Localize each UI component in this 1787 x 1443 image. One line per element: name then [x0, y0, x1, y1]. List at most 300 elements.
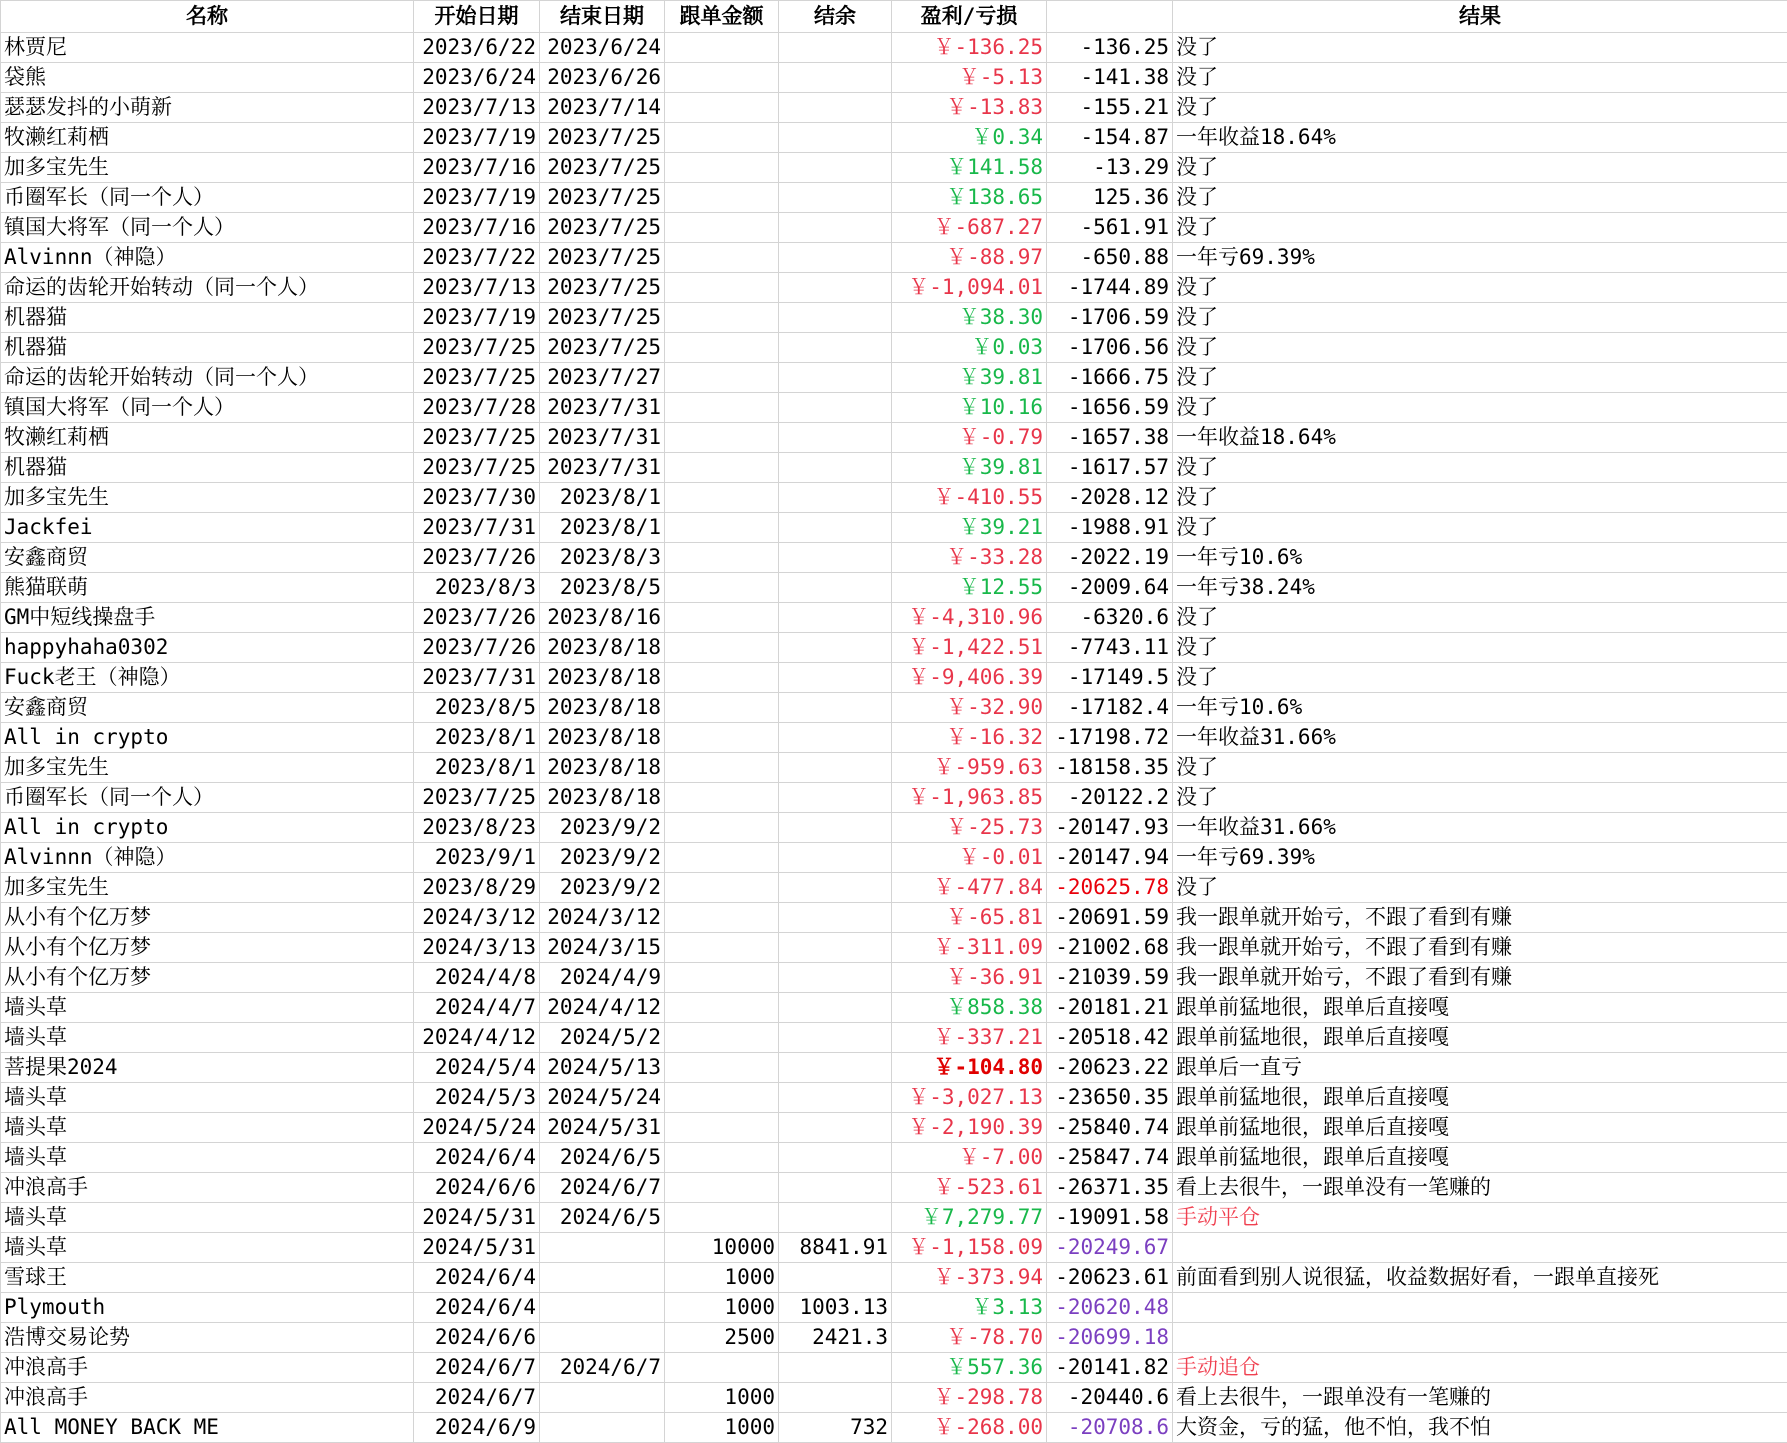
- cell-balance[interactable]: [779, 183, 892, 213]
- cell-balance[interactable]: [779, 333, 892, 363]
- cell-start-date[interactable]: 2023/8/5: [414, 693, 540, 723]
- cell-balance[interactable]: [779, 213, 892, 243]
- cell-follow-amount[interactable]: [665, 273, 779, 303]
- cell-start-date[interactable]: 2023/7/16: [414, 153, 540, 183]
- cell-result[interactable]: [1173, 1233, 1787, 1263]
- cell-start-date[interactable]: 2024/3/12: [414, 903, 540, 933]
- cell-result[interactable]: 看上去很牛，一跟单没有一笔赚的: [1173, 1173, 1787, 1203]
- cell-follow-amount[interactable]: [665, 693, 779, 723]
- cell-cumulative[interactable]: -1656.59: [1047, 393, 1173, 423]
- cell-profit-loss[interactable]: ￥7,279.77: [892, 1203, 1047, 1233]
- cell-profit-loss[interactable]: ￥39.81: [892, 453, 1047, 483]
- cell-follow-amount[interactable]: [665, 63, 779, 93]
- cell-balance[interactable]: [779, 573, 892, 603]
- cell-cumulative[interactable]: -20623.22: [1047, 1053, 1173, 1083]
- cell-follow-amount[interactable]: [665, 123, 779, 153]
- cell-result[interactable]: 没了: [1173, 393, 1787, 423]
- cell-name[interactable]: GM中短线操盘手: [1, 603, 414, 633]
- cell-result[interactable]: 没了: [1173, 783, 1787, 813]
- cell-follow-amount[interactable]: [665, 663, 779, 693]
- cell-profit-loss[interactable]: ￥-5.13: [892, 63, 1047, 93]
- cell-end-date[interactable]: 2024/5/2: [540, 1023, 665, 1053]
- cell-balance[interactable]: [779, 63, 892, 93]
- cell-end-date[interactable]: [540, 1383, 665, 1413]
- cell-cumulative[interactable]: -20147.93: [1047, 813, 1173, 843]
- cell-result[interactable]: 一年亏69.39%: [1173, 243, 1787, 273]
- cell-name[interactable]: 从小有个亿万梦: [1, 963, 414, 993]
- cell-follow-amount[interactable]: [665, 93, 779, 123]
- cell-follow-amount[interactable]: [665, 33, 779, 63]
- cell-cumulative[interactable]: -23650.35: [1047, 1083, 1173, 1113]
- cell-start-date[interactable]: 2024/4/8: [414, 963, 540, 993]
- cell-profit-loss[interactable]: ￥-3,027.13: [892, 1083, 1047, 1113]
- cell-profit-loss[interactable]: ￥38.30: [892, 303, 1047, 333]
- cell-start-date[interactable]: 2023/7/19: [414, 303, 540, 333]
- cell-result[interactable]: 没了: [1173, 153, 1787, 183]
- cell-balance[interactable]: [779, 693, 892, 723]
- cell-result[interactable]: 没了: [1173, 363, 1787, 393]
- cell-end-date[interactable]: 2023/7/25: [540, 153, 665, 183]
- cell-cumulative[interactable]: -650.88: [1047, 243, 1173, 273]
- cell-cumulative[interactable]: -21039.59: [1047, 963, 1173, 993]
- cell-end-date[interactable]: 2024/3/15: [540, 933, 665, 963]
- cell-result[interactable]: [1173, 1293, 1787, 1323]
- cell-balance[interactable]: [779, 1143, 892, 1173]
- cell-start-date[interactable]: 2023/7/26: [414, 603, 540, 633]
- cell-cumulative[interactable]: -20708.6: [1047, 1413, 1173, 1443]
- cell-start-date[interactable]: 2023/7/25: [414, 453, 540, 483]
- cell-result[interactable]: 没了: [1173, 303, 1787, 333]
- cell-result[interactable]: 跟单前猛地很，跟单后直接嘎: [1173, 1113, 1787, 1143]
- cell-name[interactable]: All in crypto: [1, 813, 414, 843]
- cell-result[interactable]: 没了: [1173, 663, 1787, 693]
- cell-cumulative[interactable]: -141.38: [1047, 63, 1173, 93]
- cell-start-date[interactable]: 2023/7/25: [414, 333, 540, 363]
- cell-result[interactable]: 没了: [1173, 753, 1787, 783]
- cell-start-date[interactable]: 2024/5/4: [414, 1053, 540, 1083]
- cell-follow-amount[interactable]: [665, 1143, 779, 1173]
- cell-cumulative[interactable]: -17182.4: [1047, 693, 1173, 723]
- cell-profit-loss[interactable]: ￥858.38: [892, 993, 1047, 1023]
- cell-cumulative[interactable]: -20440.6: [1047, 1383, 1173, 1413]
- cell-balance[interactable]: [779, 393, 892, 423]
- cell-name[interactable]: 安鑫商贸: [1, 693, 414, 723]
- cell-start-date[interactable]: 2024/6/6: [414, 1173, 540, 1203]
- cell-start-date[interactable]: 2024/5/31: [414, 1233, 540, 1263]
- cell-name[interactable]: 瑟瑟发抖的小萌新: [1, 93, 414, 123]
- cell-name[interactable]: 牧濑红莉栖: [1, 423, 414, 453]
- cell-start-date[interactable]: 2023/7/16: [414, 213, 540, 243]
- cell-name[interactable]: Plymouth: [1, 1293, 414, 1323]
- cell-follow-amount[interactable]: 10000: [665, 1233, 779, 1263]
- cell-end-date[interactable]: 2023/7/25: [540, 183, 665, 213]
- cell-end-date[interactable]: 2023/8/16: [540, 603, 665, 633]
- cell-profit-loss[interactable]: ￥-1,094.01: [892, 273, 1047, 303]
- cell-name[interactable]: 雪球王: [1, 1263, 414, 1293]
- cell-start-date[interactable]: 2024/4/12: [414, 1023, 540, 1053]
- cell-balance[interactable]: [779, 663, 892, 693]
- cell-name[interactable]: 命运的齿轮开始转动（同一个人）: [1, 363, 414, 393]
- cell-balance[interactable]: [779, 993, 892, 1023]
- cell-cumulative[interactable]: -20625.78: [1047, 873, 1173, 903]
- cell-name[interactable]: 墙头草: [1, 1143, 414, 1173]
- cell-name[interactable]: 墙头草: [1, 1113, 414, 1143]
- cell-result[interactable]: 我一跟单就开始亏，不跟了看到有赚: [1173, 963, 1787, 993]
- header-start-date[interactable]: 开始日期: [414, 1, 540, 33]
- cell-end-date[interactable]: [540, 1413, 665, 1443]
- cell-result[interactable]: 一年收益31.66%: [1173, 813, 1787, 843]
- cell-name[interactable]: happyhaha0302: [1, 633, 414, 663]
- cell-start-date[interactable]: 2023/7/25: [414, 783, 540, 813]
- cell-cumulative[interactable]: -2028.12: [1047, 483, 1173, 513]
- cell-profit-loss[interactable]: ￥-268.00: [892, 1413, 1047, 1443]
- cell-profit-loss[interactable]: ￥-337.21: [892, 1023, 1047, 1053]
- cell-end-date[interactable]: 2024/6/7: [540, 1173, 665, 1203]
- cell-start-date[interactable]: 2024/6/4: [414, 1263, 540, 1293]
- cell-follow-amount[interactable]: [665, 303, 779, 333]
- cell-profit-loss[interactable]: ￥-0.01: [892, 843, 1047, 873]
- cell-name[interactable]: 熊猫联萌: [1, 573, 414, 603]
- cell-name[interactable]: 冲浪高手: [1, 1383, 414, 1413]
- cell-follow-amount[interactable]: [665, 753, 779, 783]
- cell-cumulative[interactable]: -20181.21: [1047, 993, 1173, 1023]
- cell-balance[interactable]: 1003.13: [779, 1293, 892, 1323]
- cell-balance[interactable]: [779, 933, 892, 963]
- cell-follow-amount[interactable]: [665, 1053, 779, 1083]
- cell-profit-loss[interactable]: ￥3.13: [892, 1293, 1047, 1323]
- cell-follow-amount[interactable]: [665, 153, 779, 183]
- cell-cumulative[interactable]: -1666.75: [1047, 363, 1173, 393]
- cell-balance[interactable]: [779, 1023, 892, 1053]
- cell-follow-amount[interactable]: 1000: [665, 1383, 779, 1413]
- cell-balance[interactable]: [779, 153, 892, 183]
- cell-profit-loss[interactable]: ￥-298.78: [892, 1383, 1047, 1413]
- cell-profit-loss[interactable]: ￥-104.80: [892, 1053, 1047, 1083]
- cell-name[interactable]: 安鑫商贸: [1, 543, 414, 573]
- cell-start-date[interactable]: 2023/7/26: [414, 633, 540, 663]
- cell-result[interactable]: 没了: [1173, 453, 1787, 483]
- cell-result[interactable]: 手动追仓: [1173, 1353, 1787, 1383]
- cell-end-date[interactable]: 2023/7/25: [540, 273, 665, 303]
- cell-profit-loss[interactable]: ￥-136.25: [892, 33, 1047, 63]
- cell-start-date[interactable]: 2024/6/6: [414, 1323, 540, 1353]
- cell-follow-amount[interactable]: [665, 423, 779, 453]
- cell-follow-amount[interactable]: [665, 843, 779, 873]
- cell-profit-loss[interactable]: ￥138.65: [892, 183, 1047, 213]
- cell-name[interactable]: 加多宝先生: [1, 483, 414, 513]
- cell-cumulative[interactable]: -1706.56: [1047, 333, 1173, 363]
- cell-cumulative[interactable]: -19091.58: [1047, 1203, 1173, 1233]
- cell-result[interactable]: 一年亏69.39%: [1173, 843, 1787, 873]
- cell-profit-loss[interactable]: ￥39.81: [892, 363, 1047, 393]
- cell-cumulative[interactable]: -20620.48: [1047, 1293, 1173, 1323]
- cell-start-date[interactable]: 2024/3/13: [414, 933, 540, 963]
- cell-result[interactable]: 一年亏10.6%: [1173, 693, 1787, 723]
- cell-profit-loss[interactable]: ￥-1,158.09: [892, 1233, 1047, 1263]
- cell-end-date[interactable]: 2023/8/5: [540, 573, 665, 603]
- cell-follow-amount[interactable]: 1000: [665, 1263, 779, 1293]
- cell-end-date[interactable]: 2023/7/31: [540, 393, 665, 423]
- cell-follow-amount[interactable]: [665, 573, 779, 603]
- cell-end-date[interactable]: 2023/7/25: [540, 213, 665, 243]
- header-balance[interactable]: 结余: [779, 1, 892, 33]
- cell-result[interactable]: 一年亏38.24%: [1173, 573, 1787, 603]
- cell-cumulative[interactable]: -20249.67: [1047, 1233, 1173, 1263]
- cell-profit-loss[interactable]: ￥-2,190.39: [892, 1113, 1047, 1143]
- cell-end-date[interactable]: 2023/7/25: [540, 333, 665, 363]
- cell-end-date[interactable]: 2023/8/1: [540, 483, 665, 513]
- cell-cumulative[interactable]: -13.29: [1047, 153, 1173, 183]
- cell-cumulative[interactable]: -25840.74: [1047, 1113, 1173, 1143]
- cell-cumulative[interactable]: -1617.57: [1047, 453, 1173, 483]
- header-follow-amount[interactable]: 跟单金额: [665, 1, 779, 33]
- cell-start-date[interactable]: 2023/8/29: [414, 873, 540, 903]
- cell-start-date[interactable]: 2023/8/1: [414, 753, 540, 783]
- cell-cumulative[interactable]: -20518.42: [1047, 1023, 1173, 1053]
- cell-start-date[interactable]: 2024/6/7: [414, 1353, 540, 1383]
- cell-follow-amount[interactable]: 1000: [665, 1293, 779, 1323]
- cell-result[interactable]: 我一跟单就开始亏，不跟了看到有赚: [1173, 933, 1787, 963]
- cell-result[interactable]: [1173, 1323, 1787, 1353]
- cell-follow-amount[interactable]: [665, 813, 779, 843]
- cell-profit-loss[interactable]: ￥-311.09: [892, 933, 1047, 963]
- cell-balance[interactable]: [779, 1083, 892, 1113]
- cell-end-date[interactable]: 2024/5/31: [540, 1113, 665, 1143]
- cell-result[interactable]: 没了: [1173, 633, 1787, 663]
- cell-result[interactable]: 没了: [1173, 183, 1787, 213]
- cell-balance[interactable]: 2421.3: [779, 1323, 892, 1353]
- cell-balance[interactable]: [779, 1203, 892, 1233]
- cell-name[interactable]: All MONEY BACK ME: [1, 1413, 414, 1443]
- cell-profit-loss[interactable]: ￥-25.73: [892, 813, 1047, 843]
- cell-name[interactable]: 机器猫: [1, 333, 414, 363]
- cell-follow-amount[interactable]: [665, 513, 779, 543]
- header-profit-loss[interactable]: 盈利/亏损: [892, 1, 1047, 33]
- cell-result[interactable]: 大资金，亏的猛，他不怕，我不怕: [1173, 1413, 1787, 1443]
- cell-profit-loss[interactable]: ￥-65.81: [892, 903, 1047, 933]
- cell-result[interactable]: 没了: [1173, 873, 1787, 903]
- cell-end-date[interactable]: 2024/3/12: [540, 903, 665, 933]
- cell-result[interactable]: 手动平仓: [1173, 1203, 1787, 1233]
- cell-result[interactable]: 跟单前猛地很，跟单后直接嘎: [1173, 1143, 1787, 1173]
- cell-end-date[interactable]: 2024/4/9: [540, 963, 665, 993]
- cell-start-date[interactable]: 2023/7/13: [414, 273, 540, 303]
- cell-follow-amount[interactable]: [665, 933, 779, 963]
- cell-balance[interactable]: [779, 363, 892, 393]
- cell-end-date[interactable]: 2023/8/18: [540, 723, 665, 753]
- cell-name[interactable]: 浩博交易论势: [1, 1323, 414, 1353]
- cell-profit-loss[interactable]: ￥-36.91: [892, 963, 1047, 993]
- cell-name[interactable]: 加多宝先生: [1, 873, 414, 903]
- cell-end-date[interactable]: [540, 1233, 665, 1263]
- cell-name[interactable]: 币圈军长（同一个人）: [1, 783, 414, 813]
- cell-balance[interactable]: [779, 783, 892, 813]
- cell-balance[interactable]: [779, 1173, 892, 1203]
- cell-cumulative[interactable]: -21002.68: [1047, 933, 1173, 963]
- cell-start-date[interactable]: 2024/6/4: [414, 1143, 540, 1173]
- cell-balance[interactable]: [779, 873, 892, 903]
- cell-balance[interactable]: [779, 1353, 892, 1383]
- cell-follow-amount[interactable]: [665, 213, 779, 243]
- cell-follow-amount[interactable]: [665, 1353, 779, 1383]
- cell-result[interactable]: 没了: [1173, 333, 1787, 363]
- header-end-date[interactable]: 结束日期: [540, 1, 665, 33]
- cell-result[interactable]: 一年收益18.64%: [1173, 423, 1787, 453]
- cell-start-date[interactable]: 2024/5/31: [414, 1203, 540, 1233]
- cell-balance[interactable]: [779, 723, 892, 753]
- cell-cumulative[interactable]: 125.36: [1047, 183, 1173, 213]
- cell-result[interactable]: 跟单前猛地很，跟单后直接嘎: [1173, 1083, 1787, 1113]
- cell-result[interactable]: 我一跟单就开始亏，不跟了看到有赚: [1173, 903, 1787, 933]
- cell-end-date[interactable]: 2023/8/18: [540, 693, 665, 723]
- cell-start-date[interactable]: 2023/9/1: [414, 843, 540, 873]
- cell-cumulative[interactable]: -20122.2: [1047, 783, 1173, 813]
- cell-balance[interactable]: [779, 1263, 892, 1293]
- cell-cumulative[interactable]: -7743.11: [1047, 633, 1173, 663]
- cell-profit-loss[interactable]: ￥-0.79: [892, 423, 1047, 453]
- cell-end-date[interactable]: 2023/7/25: [540, 303, 665, 333]
- cell-start-date[interactable]: 2023/8/23: [414, 813, 540, 843]
- cell-profit-loss[interactable]: ￥-16.32: [892, 723, 1047, 753]
- cell-end-date[interactable]: 2024/5/13: [540, 1053, 665, 1083]
- cell-name[interactable]: 币圈军长（同一个人）: [1, 183, 414, 213]
- cell-result[interactable]: 没了: [1173, 63, 1787, 93]
- cell-result[interactable]: 没了: [1173, 273, 1787, 303]
- cell-balance[interactable]: [779, 813, 892, 843]
- cell-start-date[interactable]: 2023/7/13: [414, 93, 540, 123]
- header-name[interactable]: 名称: [1, 1, 414, 33]
- cell-name[interactable]: Alvinnn（神隐）: [1, 243, 414, 273]
- cell-result[interactable]: 一年亏10.6%: [1173, 543, 1787, 573]
- cell-cumulative[interactable]: -6320.6: [1047, 603, 1173, 633]
- cell-follow-amount[interactable]: [665, 453, 779, 483]
- cell-balance[interactable]: [779, 753, 892, 783]
- cell-start-date[interactable]: 2023/6/24: [414, 63, 540, 93]
- cell-profit-loss[interactable]: ￥-88.97: [892, 243, 1047, 273]
- header-cumulative[interactable]: [1047, 1, 1173, 33]
- cell-name[interactable]: 冲浪高手: [1, 1173, 414, 1203]
- cell-profit-loss[interactable]: ￥-373.94: [892, 1263, 1047, 1293]
- cell-balance[interactable]: [779, 513, 892, 543]
- cell-profit-loss[interactable]: ￥-32.90: [892, 693, 1047, 723]
- cell-follow-amount[interactable]: [665, 393, 779, 423]
- cell-follow-amount[interactable]: [665, 603, 779, 633]
- cell-end-date[interactable]: 2024/6/7: [540, 1353, 665, 1383]
- cell-start-date[interactable]: 2023/7/22: [414, 243, 540, 273]
- cell-start-date[interactable]: 2024/6/9: [414, 1413, 540, 1443]
- cell-profit-loss[interactable]: ￥-33.28: [892, 543, 1047, 573]
- cell-cumulative[interactable]: -20691.59: [1047, 903, 1173, 933]
- cell-cumulative[interactable]: -20623.61: [1047, 1263, 1173, 1293]
- cell-balance[interactable]: [779, 123, 892, 153]
- cell-cumulative[interactable]: -1988.91: [1047, 513, 1173, 543]
- cell-name[interactable]: 加多宝先生: [1, 753, 414, 783]
- cell-balance[interactable]: [779, 903, 892, 933]
- cell-name[interactable]: 墙头草: [1, 1083, 414, 1113]
- cell-name[interactable]: 从小有个亿万梦: [1, 903, 414, 933]
- cell-profit-loss[interactable]: ￥-78.70: [892, 1323, 1047, 1353]
- cell-name[interactable]: 命运的齿轮开始转动（同一个人）: [1, 273, 414, 303]
- cell-follow-amount[interactable]: [665, 633, 779, 663]
- cell-follow-amount[interactable]: [665, 1083, 779, 1113]
- cell-follow-amount[interactable]: [665, 873, 779, 903]
- cell-follow-amount[interactable]: [665, 723, 779, 753]
- cell-name[interactable]: Fuck老王（神隐）: [1, 663, 414, 693]
- cell-result[interactable]: 没了: [1173, 93, 1787, 123]
- cell-cumulative[interactable]: -2022.19: [1047, 543, 1173, 573]
- cell-name[interactable]: 镇国大将军（同一个人）: [1, 393, 414, 423]
- cell-end-date[interactable]: 2024/4/12: [540, 993, 665, 1023]
- cell-cumulative[interactable]: -1744.89: [1047, 273, 1173, 303]
- cell-name[interactable]: 机器猫: [1, 303, 414, 333]
- cell-start-date[interactable]: 2024/6/7: [414, 1383, 540, 1413]
- cell-follow-amount[interactable]: 1000: [665, 1413, 779, 1443]
- cell-end-date[interactable]: 2023/7/31: [540, 453, 665, 483]
- cell-start-date[interactable]: 2023/8/3: [414, 573, 540, 603]
- cell-balance[interactable]: [779, 273, 892, 303]
- cell-profit-loss[interactable]: ￥-1,422.51: [892, 633, 1047, 663]
- cell-cumulative[interactable]: -2009.64: [1047, 573, 1173, 603]
- cell-follow-amount[interactable]: [665, 333, 779, 363]
- cell-cumulative[interactable]: -20141.82: [1047, 1353, 1173, 1383]
- cell-end-date[interactable]: 2023/9/2: [540, 873, 665, 903]
- cell-start-date[interactable]: 2024/5/24: [414, 1113, 540, 1143]
- cell-cumulative[interactable]: -154.87: [1047, 123, 1173, 153]
- cell-end-date[interactable]: [540, 1323, 665, 1353]
- cell-name[interactable]: 墙头草: [1, 1023, 414, 1053]
- cell-balance[interactable]: [779, 843, 892, 873]
- cell-profit-loss[interactable]: ￥557.36: [892, 1353, 1047, 1383]
- cell-balance[interactable]: [779, 423, 892, 453]
- cell-balance[interactable]: [779, 1383, 892, 1413]
- cell-name[interactable]: Jackfei: [1, 513, 414, 543]
- cell-profit-loss[interactable]: ￥10.16: [892, 393, 1047, 423]
- cell-profit-loss[interactable]: ￥-1,963.85: [892, 783, 1047, 813]
- cell-balance[interactable]: [779, 1053, 892, 1083]
- cell-name[interactable]: All in crypto: [1, 723, 414, 753]
- cell-follow-amount[interactable]: [665, 963, 779, 993]
- cell-start-date[interactable]: 2023/7/31: [414, 513, 540, 543]
- cell-follow-amount[interactable]: [665, 903, 779, 933]
- cell-start-date[interactable]: 2023/7/26: [414, 543, 540, 573]
- cell-name[interactable]: 加多宝先生: [1, 153, 414, 183]
- cell-start-date[interactable]: 2023/8/1: [414, 723, 540, 753]
- cell-cumulative[interactable]: -561.91: [1047, 213, 1173, 243]
- cell-profit-loss[interactable]: ￥-687.27: [892, 213, 1047, 243]
- cell-profit-loss[interactable]: ￥0.34: [892, 123, 1047, 153]
- cell-start-date[interactable]: 2024/6/4: [414, 1293, 540, 1323]
- cell-profit-loss[interactable]: ￥-9,406.39: [892, 663, 1047, 693]
- cell-result[interactable]: 看上去很牛，一跟单没有一笔赚的: [1173, 1383, 1787, 1413]
- cell-name[interactable]: 墙头草: [1, 1203, 414, 1233]
- cell-result[interactable]: 没了: [1173, 513, 1787, 543]
- cell-cumulative[interactable]: -18158.35: [1047, 753, 1173, 783]
- cell-start-date[interactable]: 2023/7/30: [414, 483, 540, 513]
- header-result[interactable]: 结果: [1173, 1, 1787, 33]
- cell-name[interactable]: 墙头草: [1, 1233, 414, 1263]
- cell-end-date[interactable]: 2023/8/18: [540, 783, 665, 813]
- cell-follow-amount[interactable]: [665, 1113, 779, 1143]
- cell-profit-loss[interactable]: ￥12.55: [892, 573, 1047, 603]
- cell-cumulative[interactable]: -1706.59: [1047, 303, 1173, 333]
- cell-name[interactable]: 机器猫: [1, 453, 414, 483]
- cell-end-date[interactable]: 2023/8/18: [540, 633, 665, 663]
- cell-result[interactable]: 没了: [1173, 213, 1787, 243]
- cell-follow-amount[interactable]: [665, 543, 779, 573]
- cell-follow-amount[interactable]: [665, 1203, 779, 1233]
- cell-cumulative[interactable]: -17198.72: [1047, 723, 1173, 753]
- cell-follow-amount[interactable]: [665, 783, 779, 813]
